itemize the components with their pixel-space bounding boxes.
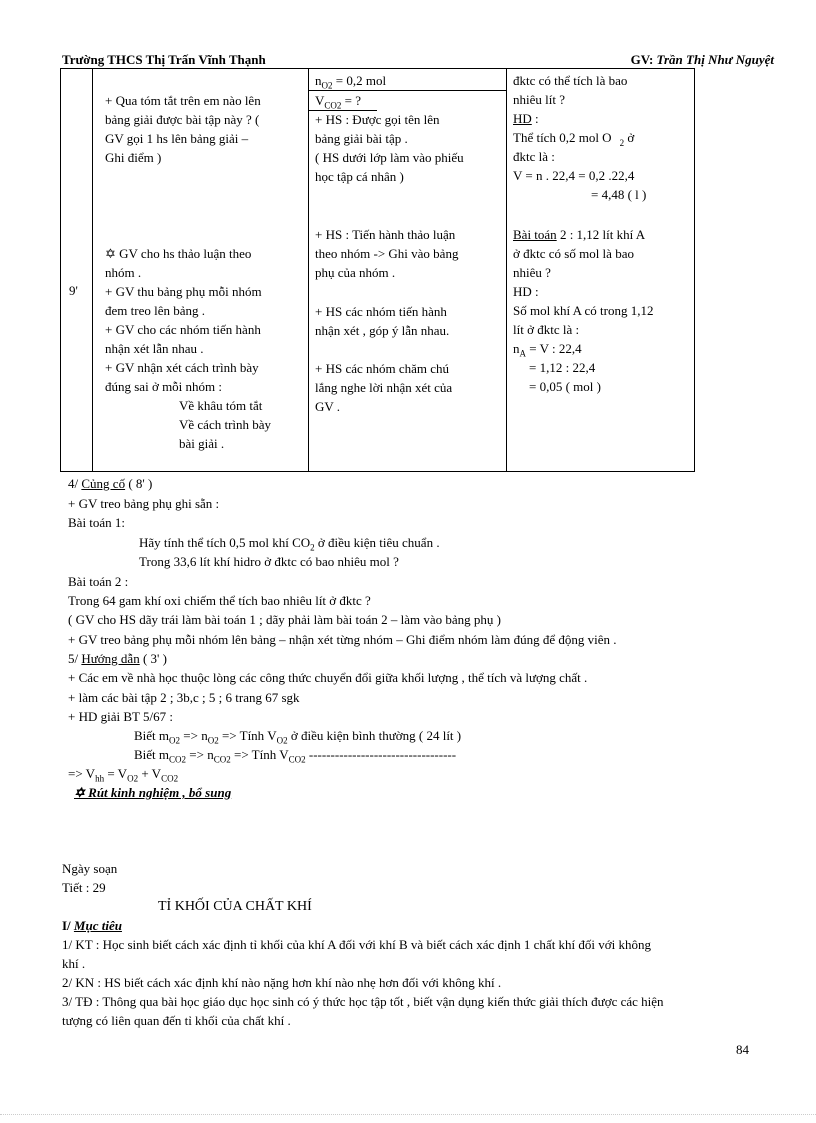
body-line: + Các em về nhà học thuộc lòng các công thức chuyển đổi giữa khối lượng , thể tích và lượng chất . bbox=[68, 670, 588, 685]
student-line: + HS các nhóm tiến hành bbox=[315, 304, 447, 319]
content-line: Số mol khí A có trong 1,12 bbox=[513, 303, 654, 318]
objective-line: tượng có liên quan đến tỉ khối của chất khí . bbox=[62, 1013, 291, 1028]
objective-line: 1/ KT : Học sinh biết cách xác định tỉ khối của khí A đối với khí B và biết cách xác định 1 chất khí đối với không bbox=[62, 937, 652, 952]
content-line: = 4,48 ( l ) bbox=[591, 187, 647, 202]
body-line: Hãy tính thể tích 0,5 mol khí $CO_2$ ở điều kiện tiêu chuẩn . bbox=[139, 535, 440, 553]
teacher-line: + GV cho các nhóm tiến hành bbox=[105, 322, 261, 337]
student-line: lắng nghe lời nhận xét của bbox=[315, 380, 453, 395]
content-line: V = n . 22,4 = 0,2 .22,4 bbox=[513, 168, 635, 183]
content-line: = 0,05 ( mol ) bbox=[529, 379, 601, 394]
gv-label: GV: bbox=[630, 52, 657, 67]
student-line: học tập cá nhân ) bbox=[315, 169, 404, 184]
student-line: phụ của nhóm . bbox=[315, 265, 396, 280]
objective-line: khí . bbox=[62, 956, 86, 971]
content-line: = 1,12 : 22,4 bbox=[529, 360, 596, 375]
content-line: HD : bbox=[513, 111, 539, 126]
teacher-line: Về cách trình bày bbox=[179, 417, 272, 432]
tiet: Tiết : 29 bbox=[62, 880, 106, 895]
muc-tieu-heading: I/ Mục tiêu bbox=[62, 918, 122, 933]
student-activity-cell bbox=[309, 69, 507, 472]
footer-divider bbox=[0, 1114, 816, 1115]
body-line: Bài toán 1: bbox=[68, 515, 126, 530]
teacher-line: Về khâu tóm tắt bbox=[179, 398, 263, 413]
student-line: nhận xét , góp ý lẫn nhau. bbox=[315, 323, 450, 338]
teacher-line: đem treo lên bảng . bbox=[105, 303, 205, 318]
teacher-line: bài giải . bbox=[179, 436, 225, 451]
content-line: nhiêu lít ? bbox=[513, 92, 565, 107]
body-line: + HD giải BT 5/67 : bbox=[68, 709, 173, 724]
objective-line: 2/ KN : HS biết cách xác định khí nào nặng hơn khí nào nhẹ hơn đối với không khí . bbox=[62, 975, 502, 990]
teacher-line: + Qua tóm tắt trên em nào lên bbox=[105, 93, 261, 108]
body-line: Bài toán 2 : bbox=[68, 574, 129, 589]
content-line: $n_A = V$ : 22,4 bbox=[513, 341, 582, 359]
student-line: bảng giải bài tập . bbox=[315, 131, 408, 146]
formula-line: Biết $m_{CO2} => n_{CO2}$ => Tính $V_{CO2}$ ---------------------------------- bbox=[134, 747, 457, 765]
objective-line: 3/ TĐ : Thông qua bài học giáo dục học sinh có ý thức học tập tốt , biết vận dụng kiến thức giải thích được các hiện bbox=[62, 994, 664, 1009]
student-v-co2: $V_{CO2}$ = ? bbox=[315, 93, 362, 111]
cungco-heading: 4/ Củng cố ( 8' ) bbox=[68, 476, 153, 491]
body-line: + GV treo bảng phụ ghi sẵn : bbox=[68, 496, 220, 511]
student-line: theo nhóm -> Ghi vào bảng bbox=[315, 246, 459, 261]
rut-kinh-nghiem-heading: ✡ Rút kinh nghiệm , bổ sung bbox=[74, 785, 232, 800]
teacher-header bbox=[631, 52, 774, 68]
teacher-line: nhóm . bbox=[105, 265, 142, 280]
content-line: Bài toán 2 : 1,12 lít khí A bbox=[513, 227, 646, 242]
teacher-line: đúng sai ở mỗi nhóm : bbox=[105, 379, 223, 394]
content-line: lít ở đktc là : bbox=[513, 322, 580, 337]
body-line: Trong 64 gam khí oxi chiếm thể tích bao nhiêu lít ở đktc ? bbox=[68, 593, 371, 608]
body-line: + làm các bài tập 2 ; 3b,c ; 5 ; 6 trang 67 sgk bbox=[68, 690, 300, 705]
time-cell bbox=[61, 69, 93, 472]
body-line: + GV treo bảng phụ mỗi nhóm lên bảng – nhận xét từng nhóm – Ghi điểm nhóm làm đúng để động viên . bbox=[68, 632, 617, 647]
content-line: nhiêu ? bbox=[513, 265, 551, 280]
formula-line: => $V_{hh} = V_{O2} + V_{CO2}$ bbox=[68, 766, 179, 784]
content-line: ở đktc có số mol là bao bbox=[513, 246, 634, 261]
page-number: 84 bbox=[736, 1042, 749, 1057]
content-cell bbox=[507, 69, 695, 472]
content-line: đktc có thể tích là bao bbox=[513, 73, 628, 88]
content-line: Thể tích 0,2 mol O $_2$ ở bbox=[513, 130, 635, 148]
student-n-o2: $n_{O2} = 0,2$ mol bbox=[315, 73, 387, 91]
gv-name: Trần Thị Như Nguyệt bbox=[656, 52, 774, 67]
teacher-activity-cell bbox=[93, 69, 309, 472]
huongdan-heading: 5/ Hướng dẫn ( 3' ) bbox=[68, 651, 167, 666]
student-line: GV . bbox=[315, 399, 341, 414]
student-line: + HS : Được gọi tên lên bbox=[315, 112, 440, 127]
teacher-line: nhận xét lẫn nhau . bbox=[105, 341, 204, 356]
teacher-line: GV gọi 1 hs lên bảng giải – bbox=[105, 131, 249, 146]
student-line: ( HS dưới lớp làm vào phiếu bbox=[315, 150, 464, 165]
teacher-line: + GV thu bảng phụ mỗi nhóm bbox=[105, 284, 262, 299]
student-line: + HS : Tiến hành thảo luận bbox=[315, 227, 456, 242]
teacher-line: bảng giải được bài tập này ? ( bbox=[105, 112, 260, 127]
teacher-line: + GV nhận xét cách trình bày bbox=[105, 360, 259, 375]
content-line: HD : bbox=[513, 284, 539, 299]
content-line: đktc là : bbox=[513, 149, 555, 164]
lesson-table bbox=[60, 68, 695, 472]
body-line: Trong 33,6 lít khí hidro ở đktc có bao nhiêu mol ? bbox=[139, 554, 399, 569]
formula-line: Biết $m_{O2} => n_{O2}$ => Tính $V_{O2}$ ở điều kiện bình thường ( 24 lít ) bbox=[134, 728, 462, 746]
student-line: + HS các nhóm chăm chú bbox=[315, 361, 450, 376]
teacher-line: Ghi điểm ) bbox=[105, 150, 162, 165]
time-value: 9' bbox=[69, 283, 78, 298]
ngay-soan: Ngày soạn bbox=[62, 861, 118, 876]
body-line: ( GV cho HS dãy trái làm bài toán 1 ; dãy phải làm bài toán 2 – làm vào bảng phụ ) bbox=[68, 612, 501, 627]
teacher-line: ✡ GV cho hs thảo luận theo bbox=[105, 246, 252, 261]
lesson-title: TỈ KHỐI CỦA CHẤT KHÍ bbox=[158, 899, 312, 914]
school-name: Trường THCS Thị Trấn Vĩnh Thạnh bbox=[62, 52, 266, 67]
